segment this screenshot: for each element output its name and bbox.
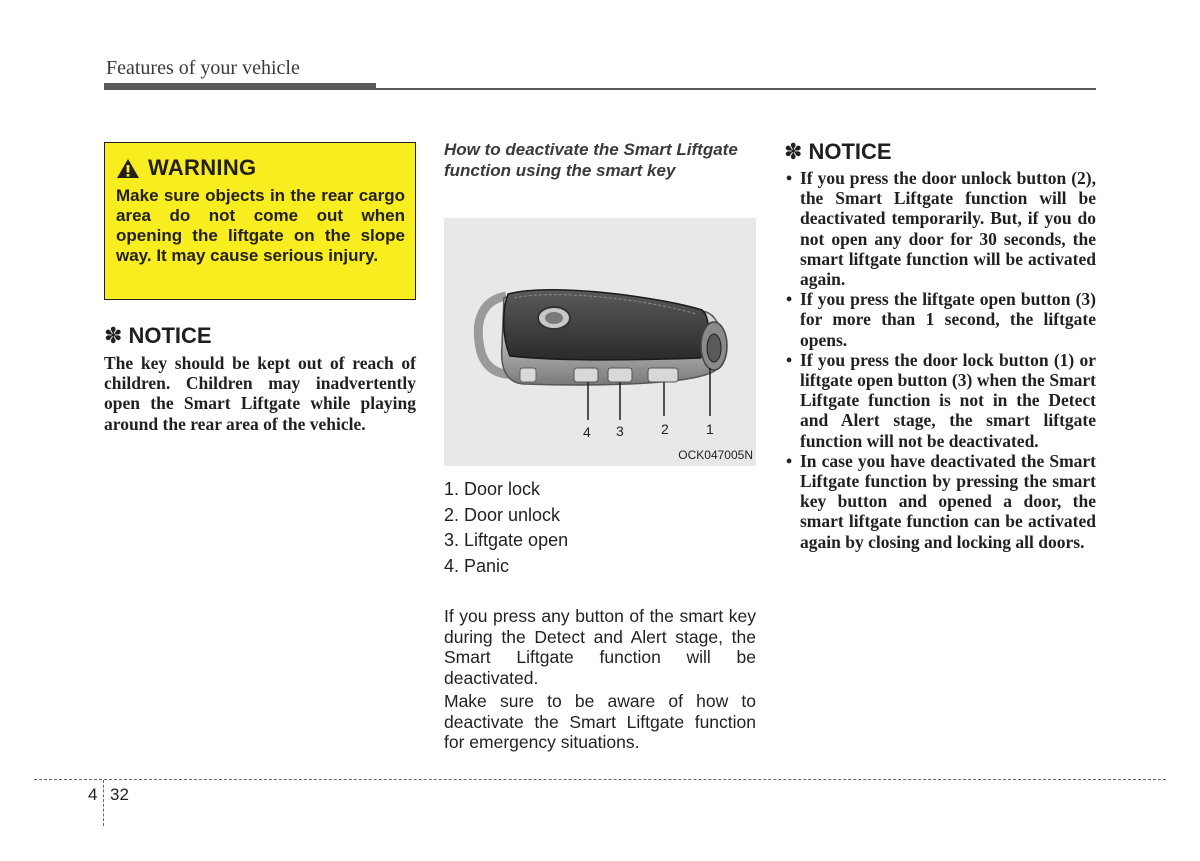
notice-star-icon: ✽: [104, 323, 123, 348]
body-paragraph: If you press any button of the smart key during the Detect and Alert stage, the Smart Liftgate function will be deactivated.: [444, 606, 756, 688]
list-item: 1. Door lock: [444, 479, 541, 499]
footer-divider: [103, 780, 104, 826]
list-item: • In case you have deactivated the Smart Liftgate function by pressing the smart key button and opened a door, the smart liftgate function can be activated again by closing and locking all doors.: [784, 451, 1096, 552]
page-header-title: Features of your vehicle: [106, 57, 300, 79]
figure-caption: OCK047005N: [678, 448, 753, 462]
list-item: 3. Liftgate open: [444, 530, 569, 550]
warning-heading: [116, 155, 405, 181]
chapter-number: 4: [88, 785, 98, 804]
body-paragraph: Make sure to be aware of how to deactivate the Smart Liftgate function for emergency situations.: [444, 691, 756, 752]
warning-title: WARNING: [148, 155, 257, 180]
notice-title: NOTICE: [808, 139, 892, 164]
header-rule-thick: [104, 83, 376, 90]
section-heading: How to deactivate the Smart Liftgate function using the smart key: [444, 140, 738, 180]
notice-heading-right: [784, 139, 892, 165]
list-item: • If you press the door unlock button (2), the Smart Liftgate function will be deactivated temporarily. But, if you do not open any door for 30 seconds, the smart liftgate function will be activated again.: [784, 168, 1096, 289]
warning-triangle-icon: [116, 158, 140, 179]
warning-box: [104, 142, 416, 300]
callout-label: 3: [616, 423, 624, 439]
notice-star-icon: ✽: [784, 139, 803, 164]
parts-list: [444, 477, 568, 579]
callout-label: 1: [706, 421, 714, 437]
list-item: • If you press the door lock button (1) or liftgate open button (3) when the Smart Liftgate function is not in the Detect and Alert stage, the smart liftgate function will not be deactivated.: [784, 350, 1096, 451]
list-item: 2. Door unlock: [444, 504, 561, 525]
header-rule-thin: [376, 88, 1096, 90]
footer-rule: [34, 779, 1166, 780]
notice-text: The key should be kept out of reach of children. Children may inadvertently open the Smart Liftgate while playing around the rear area of the vehicle.: [104, 353, 416, 434]
callout-label: 4: [583, 424, 591, 440]
notice-title: NOTICE: [128, 323, 212, 348]
warning-text: Make sure objects in the rear cargo area do not come out when opening the liftgate on the slope way. It may cause serious injury.: [116, 186, 405, 265]
list-item: 4. Panic: [444, 555, 510, 576]
notice-heading-left: [104, 323, 212, 349]
smart-key-figure: [444, 218, 756, 466]
notice-bullet-list: [784, 168, 1096, 552]
callout-label: 2: [661, 421, 669, 437]
list-item: • If you press the liftgate open button (3) for more than 1 second, the liftgate opens.: [784, 289, 1096, 350]
page-number: 32: [110, 785, 129, 804]
